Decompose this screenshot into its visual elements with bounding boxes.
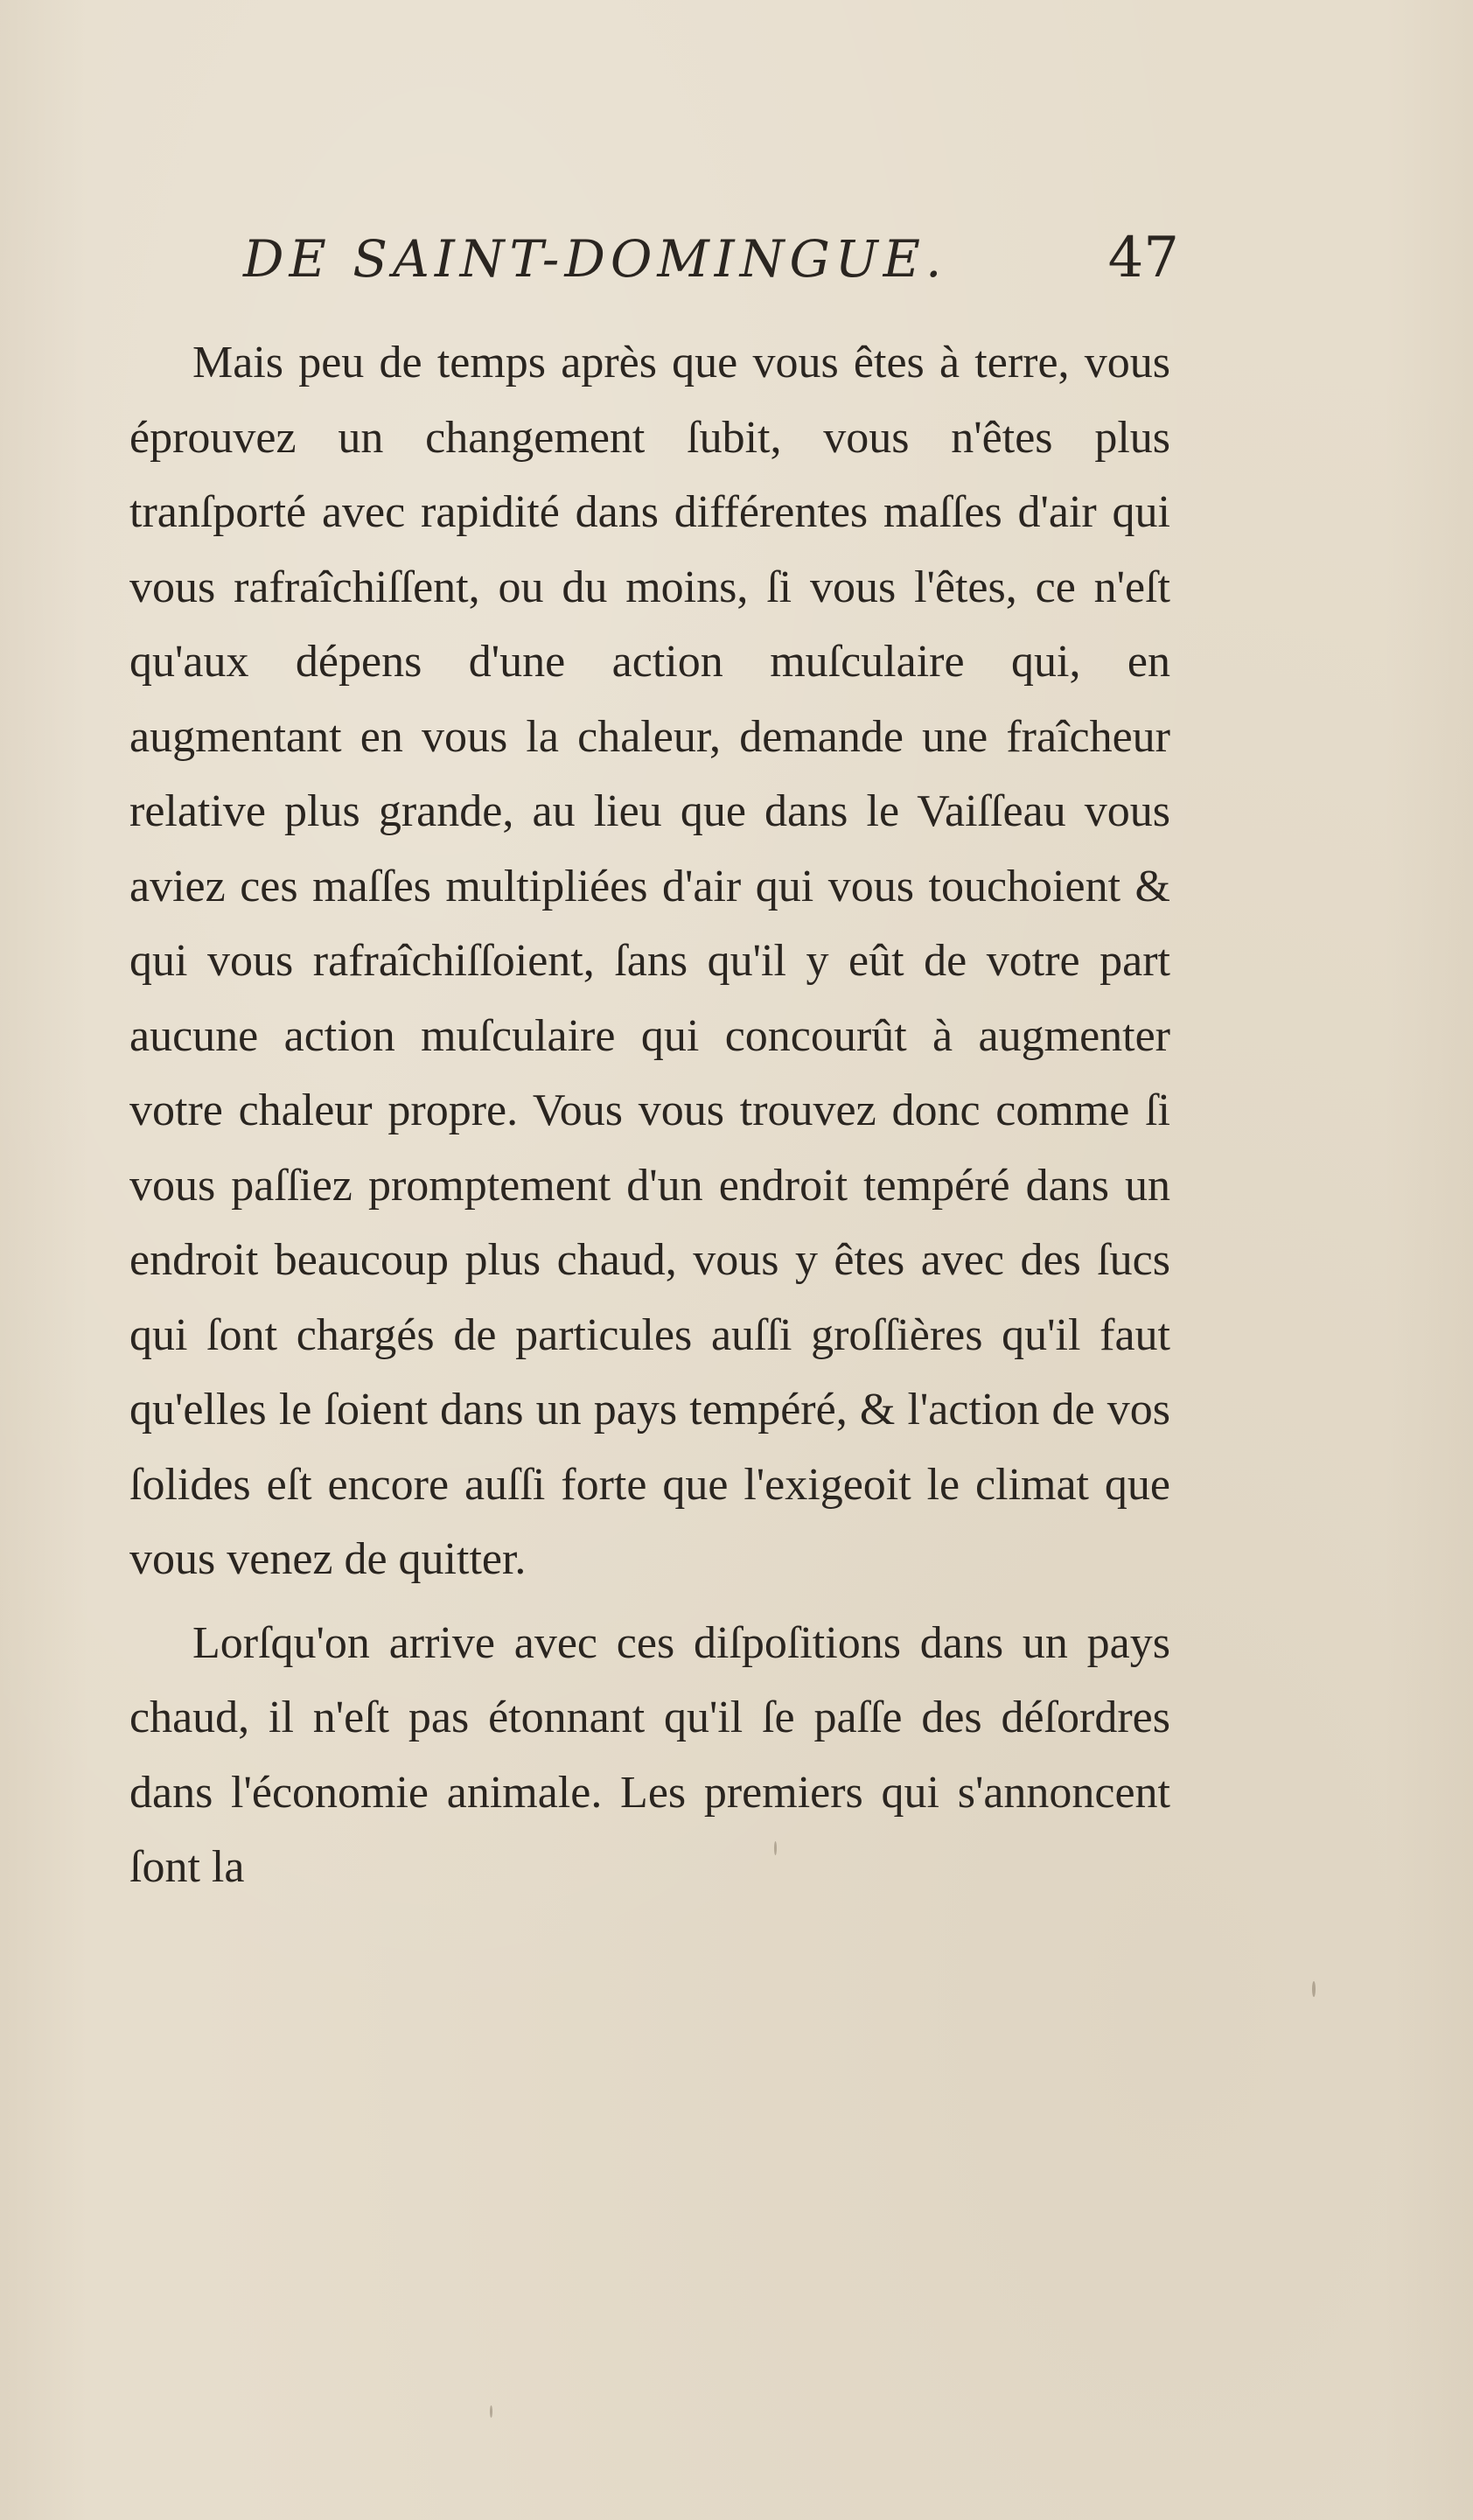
paper-speck [490, 2405, 492, 2418]
paper-speck [1312, 1981, 1316, 1997]
page-number: 47 [1107, 226, 1179, 290]
body-text [129, 325, 1170, 1905]
paragraph-1: Mais peu de temps après que vous êtes à terre, vous éprouvez un changement ſubit, vous n'êtes plus tranſporté avec rapidité dans différentes maſſes d'air qui vous rafraîchiſſent, ou du moins, ſi vous l'êtes, ce n'eſt qu'aux dépens d'une action muſculaire qui, en augmentant en vous la chaleur, demande une fraîcheur relative plus grande, au lieu que dans le Vaiſſeau vous aviez ces maſſes multipliées d'air qui vous touchoient & qui vous rafraîchiſſoient, ſans qu'il y eût de votre part aucune action muſculaire qui concourût à augmenter votre chaleur propre. Vous vous trouvez donc comme ſi vous paſſiez promptement d'un endroit tempéré dans un endroit beaucoup plus chaud, vous y êtes avec des ſucs qui ſont chargés de particules auſſi groſſières qu'il faut qu'elles le ſoient dans un pays tempéré, & l'action de vos ſolides eſt encore auſſi forte que l'exigeoit le climat que vous venez de quitter. [129, 338, 1170, 1584]
paper-speck [774, 1841, 777, 1855]
paragraph-2: Lorſqu'on arrive avec ces diſpoſitions dans un pays chaud, il n'eſt pas étonnant qu'il ſe paſſe des déſordres dans l'économie animale. Les premiers qui s'annoncent ſont la [129, 1617, 1170, 1892]
running-head: DE SAINT-DOMINGUE. [243, 229, 947, 289]
page-header [243, 226, 1179, 317]
